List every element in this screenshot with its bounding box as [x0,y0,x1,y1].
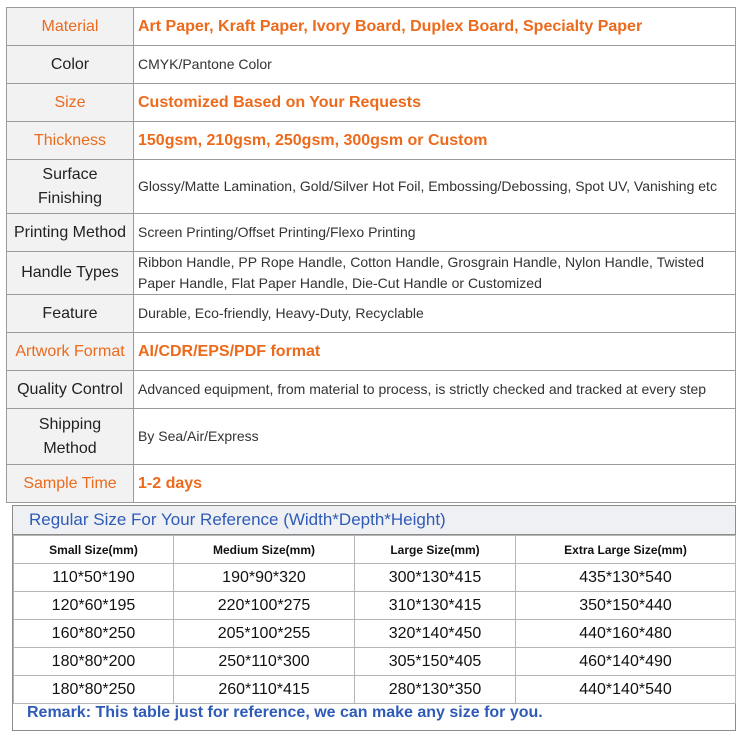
size-cell: 460*140*490 [516,648,736,676]
size-table-row [14,620,736,648]
spec-row [7,465,736,503]
spec-row [7,371,736,409]
spec-row [7,84,736,122]
spec-table [6,7,736,503]
size-table-remark: Remark: This table just for reference, we can make any size for you. [27,704,543,721]
size-cell: 435*130*540 [516,564,736,592]
spec-row [7,409,736,465]
spec-label: Shipping Method [7,409,134,465]
spec-value: Art Paper, Kraft Paper, Ivory Board, Duplex Board, Specialty Paper [134,8,736,46]
size-cell: 320*140*450 [355,620,516,648]
spec-label: Surface Finishing [7,160,134,214]
size-cell: 350*150*440 [516,592,736,620]
spec-label: Printing Method [7,214,134,252]
size-table-row [14,648,736,676]
size-reference-panel [12,505,736,731]
spec-value: By Sea/Air/Express [134,409,736,465]
size-cell: 180*80*250 [14,676,174,704]
spec-row [7,333,736,371]
size-table-row [14,676,736,704]
spec-label: Thickness [7,122,134,160]
size-cell: 250*110*300 [174,648,355,676]
spec-value: AI/CDR/EPS/PDF format [134,333,736,371]
spec-row [7,252,736,295]
size-cell: 280*130*350 [355,676,516,704]
size-cell: 190*90*320 [174,564,355,592]
size-cell: 300*130*415 [355,564,516,592]
size-table-title: Regular Size For Your Reference (Width*Depth*Height) [29,510,446,529]
size-table-row [14,592,736,620]
spec-label: Artwork Format [7,333,134,371]
size-cell: 220*100*275 [174,592,355,620]
size-cell: 110*50*190 [14,564,174,592]
size-column-header: Large Size(mm) [355,536,516,564]
spec-label: Handle Types [7,252,134,295]
size-cell: 160*80*250 [14,620,174,648]
spec-row [7,295,736,333]
size-cell: 310*130*415 [355,592,516,620]
size-table [13,535,736,704]
size-cell: 260*110*415 [174,676,355,704]
size-table-header-row [14,536,736,564]
spec-row [7,160,736,214]
spec-value: CMYK/Pantone Color [134,46,736,84]
spec-row [7,122,736,160]
size-cell: 180*80*200 [14,648,174,676]
spec-row [7,46,736,84]
spec-label: Quality Control [7,371,134,409]
size-cell: 440*140*540 [516,676,736,704]
size-cell: 205*100*255 [174,620,355,648]
spec-label: Material [7,8,134,46]
spec-label: Color [7,46,134,84]
size-column-header: Small Size(mm) [14,536,174,564]
spec-value: Customized Based on Your Requests [134,84,736,122]
size-cell: 440*160*480 [516,620,736,648]
spec-value: 1-2 days [134,465,736,503]
size-column-header: Extra Large Size(mm) [516,536,736,564]
spec-row [7,214,736,252]
spec-value: 150gsm, 210gsm, 250gsm, 300gsm or Custom [134,122,736,160]
size-cell: 305*150*405 [355,648,516,676]
spec-label: Size [7,84,134,122]
size-table-title-bar [13,506,735,535]
spec-value: Glossy/Matte Lamination, Gold/Silver Hot Foil, Embossing/Debossing, Spot UV, Vanishing etc [134,160,736,214]
spec-value: Durable, Eco-friendly, Heavy-Duty, Recyclable [134,295,736,333]
spec-value: Ribbon Handle, PP Rope Handle, Cotton Handle, Grosgrain Handle, Nylon Handle, Twisted Paper Handle, Flat Paper Handle, Die-Cut Handle or Customized [134,252,736,295]
spec-value: Advanced equipment, from material to process, is strictly checked and tracked at every step [134,371,736,409]
spec-label: Feature [7,295,134,333]
spec-value: Screen Printing/Offset Printing/Flexo Printing [134,214,736,252]
size-cell: 120*60*195 [14,592,174,620]
spec-row [7,8,736,46]
size-table-row [14,564,736,592]
spec-label: Sample Time [7,465,134,503]
size-column-header: Medium Size(mm) [174,536,355,564]
